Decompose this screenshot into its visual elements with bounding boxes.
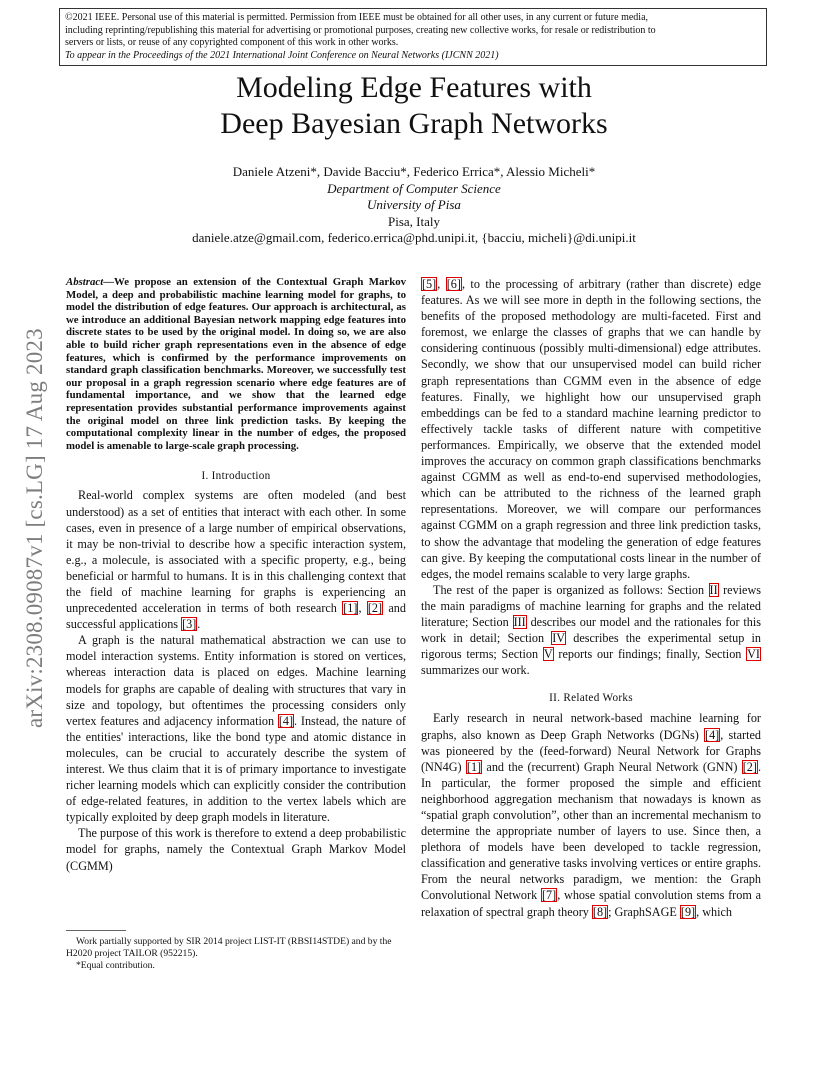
text-span: . In particular, the former proposed the simple and efficient neighborhood aggregation mechanism that nowadays is known as “spatial graph convolution”, other than an incremental mechanism to determine the appropriate number of layers to use. Since then, a plethora of models have been developed to tackle regression, classification and generative tasks involving vertices or entire graphs. From the neural networks paradigm, we mention: the Graph Convolutional Network — [421, 759, 761, 903]
text-span: . — [197, 617, 201, 632]
text-span: reviews the main paradigms of machine learning for graphs and the related literature; Section — [421, 582, 762, 629]
footnotes — [66, 936, 406, 972]
notice-line-1: ©2021 IEEE. Personal use of this material is permitted. Permission from IEEE must be obtained for all other uses, in any current or future media, — [65, 12, 649, 23]
section-link-5[interactable]: V — [543, 647, 553, 662]
text-span: The rest of the paper is organized as follows: Section — [433, 582, 709, 597]
text-span: The purpose of this work is therefore to extend a deep probabilistic model for graphs, namely the Contextual Graph Markov Model (CGMM) — [66, 826, 406, 873]
section-link-2[interactable]: II — [709, 582, 718, 597]
citation-link-8[interactable]: [8] — [592, 904, 608, 919]
text-span: ; GraphSAGE — [608, 904, 680, 919]
left-column — [66, 276, 406, 874]
footnote-funding: Work partially supported by SIR 2014 project LIST-IT (RBSI14STDE) and by the H2020 project TAILOR (952215). — [66, 936, 392, 959]
footnote-equal-contribution: *Equal contribution. — [76, 960, 155, 971]
citation-link-4[interactable]: [4] — [278, 713, 294, 728]
citation-link-9[interactable]: [9] — [680, 904, 696, 919]
citation-link-7[interactable]: [7] — [541, 888, 557, 903]
section-heading-related-works: II. Related Works — [549, 692, 633, 705]
text-span: , — [358, 601, 367, 616]
text-span: , started was pioneered by the (feed-forward) Neural Network for Graphs (NN4G) — [421, 727, 761, 774]
section-link-3[interactable]: III — [513, 614, 526, 629]
title-line-2: Deep Bayesian Graph Networks — [220, 107, 608, 140]
abstract-text: —We propose an extension of the Contextual Graph Markov Model, a deep and probabilistic machine learning model for graphs, to model the distribution of edge features. Our approach is architectural, as we introduce an additional Bayesian network mapping edge features into discrete states to be used by the original model. In doing so, we are also able to build richer graph representations even in the absence of edge features, which is confirmed by the performance improvements on standard graph classification benchmarks. Moreover, we successfully test our proposal in a graph regression scenario where edge features are of fundamental importance, and we show that the learned edge representation provides substantial performance improvements against the original model on three link prediction tasks. By keeping the computational complexity linear in the number of edges, the proposed model is amenable to large-scale graph processing. — [66, 276, 406, 452]
text-span: and successful applications — [66, 601, 406, 632]
arxiv-stamp: arXiv:2308.09087v1 [cs.LG] 17 Aug 2023 — [22, 328, 47, 728]
copyright-notice-box — [59, 8, 767, 66]
citation-link-3[interactable]: [3] — [182, 617, 197, 632]
author-location: Pisa, Italy — [388, 213, 440, 229]
intro-paragraph-3-start — [66, 825, 406, 873]
notice-line-3: servers or lists, or reuse of any copyrighted component of this work in other works. — [65, 37, 399, 49]
text-span: reports our findings; finally, Section — [553, 647, 747, 662]
intro-paragraph-4 — [421, 582, 761, 679]
citation-link-2[interactable]: [2] — [367, 601, 383, 616]
text-span: , whose spatial convolution stems from a relaxation of spectral graph theory — [421, 888, 761, 919]
abstract-lead: Abstract — [66, 276, 104, 288]
text-span: describes the experimental setup in rigorous terms; Section — [421, 631, 761, 662]
citation-link-1b[interactable]: [1] — [466, 759, 482, 774]
intro-paragraph-2 — [66, 632, 406, 825]
text-span: , to the processing of arbitrary (rather than discrete) edge features. As we will see more in depth in the following sections, the benefits of the proposed methodology are multi-faceted. First and foremost, we enlarge the classes of graphs that we can handle by considering continuous (possibly multi-dimensional) edge attributes. Secondly, we show that our unsupervised model can build richer graph representations than CGMM even in the absence of edge features. Finally, we highlight how our unsupervised graph embeddings can be fed to a standard machine learning predictor to effectively tackle tasks of different nature with competitive performances. Empirically, we observe that the extended model improves the accuracy on common graph classifications benchmarks against CGMM as well as end-to-end supervised methodologies, which can be attributed to the richness of the learned graph representations. Moreover, we will compare our performances against CGMM on a graph regression and three link prediction tasks, to show the advantage that modeling the generation of edge features can give. By keeping the computational costs linear in the number of edges, the model remains scalable to very large graphs. — [421, 277, 761, 581]
notice-line-2: including reprinting/republishing this material for advertising or promotional purposes, creating new collective works, for resale or redistribution to — [65, 24, 656, 36]
author-university: University of Pisa — [367, 197, 461, 212]
text-span: Real-world complex systems are often modeled (and best understood) as a set of entities that interact with each other. In some cases, even in presence of a large number of empirical observations, it may be non-trivial to describe how a specific interaction system, e.g., a molecule, is associated with a specific property, e.g., being beneficial or harmful to humans. It is in this challenging context that the field of machine learning for graphs is experiencing an unprecedented acceleration in terms of both research — [66, 488, 406, 616]
section-heading-introduction: I. Introduction — [201, 470, 271, 483]
citation-link-4b[interactable]: [4] — [705, 727, 720, 742]
citation-link-2b[interactable]: [2] — [742, 759, 757, 774]
citation-link-1[interactable]: [1] — [343, 601, 358, 616]
footnote-rule — [66, 930, 126, 931]
intro-paragraph-1 — [66, 487, 406, 632]
notice-line-4: To appear in the Proceedings of the 2021 International Joint Conference on Neural Networks (IJCNN 2021) — [65, 49, 499, 61]
section-link-4[interactable]: IV — [552, 631, 566, 646]
text-span: A graph is the natural mathematical abstraction we can use to model interaction systems. Entity information is stored on vertices, whereas interaction data is placed on edges. Machine learning models for graphs are capable of dealing with structures that vary in size and topology, but oftentimes the processing considers only vertex features and adjacency information — [66, 633, 406, 728]
author-block — [0, 164, 828, 247]
abstract — [66, 276, 406, 452]
author-names: Daniele Atzeni*, Davide Bacciu*, Federico Errica*, Alessio Micheli* — [232, 164, 596, 179]
citation-link-5[interactable]: [5] — [422, 277, 437, 291]
section-link-6[interactable]: VI — [747, 647, 760, 662]
related-paragraph-1 — [421, 710, 761, 919]
author-department: Department of Computer Science — [327, 180, 501, 196]
text-span: Early research in neural network-based machine learning for graphs, also known as Deep Graph Networks (DGNs) — [421, 711, 761, 742]
title-line-1: Modeling Edge Features with — [236, 71, 592, 104]
text-span: describes our model and the rationales for this work in detail; Section — [421, 614, 761, 646]
text-span: , — [437, 277, 446, 291]
author-emails: daniele.atze@gmail.com, federico.errica@phd.unipi.it, {bacciu, micheli}@di.unipi.it — [192, 230, 636, 245]
text-span: , which — [696, 904, 732, 919]
text-span: summarizes our work. — [421, 663, 530, 678]
intro-paragraph-3-cont — [421, 276, 761, 582]
text-span: . Instead, the nature of the entities' interactions, like the bond type and atomic distance in molecules, can be crucial to accurately describe the system of interest. We thus claim that it is of primary importance to investigate richer learning models which can explicitly consider the contribution of edge-related features, in addition to the vertex labels which are typically exploited by deep graph models in literature. — [66, 713, 406, 825]
text-span: and the (recurrent) Graph Neural Network (GNN) — [482, 759, 742, 774]
paper-title — [0, 70, 828, 142]
citation-link-6[interactable]: [6] — [446, 277, 461, 291]
right-column — [421, 276, 761, 920]
